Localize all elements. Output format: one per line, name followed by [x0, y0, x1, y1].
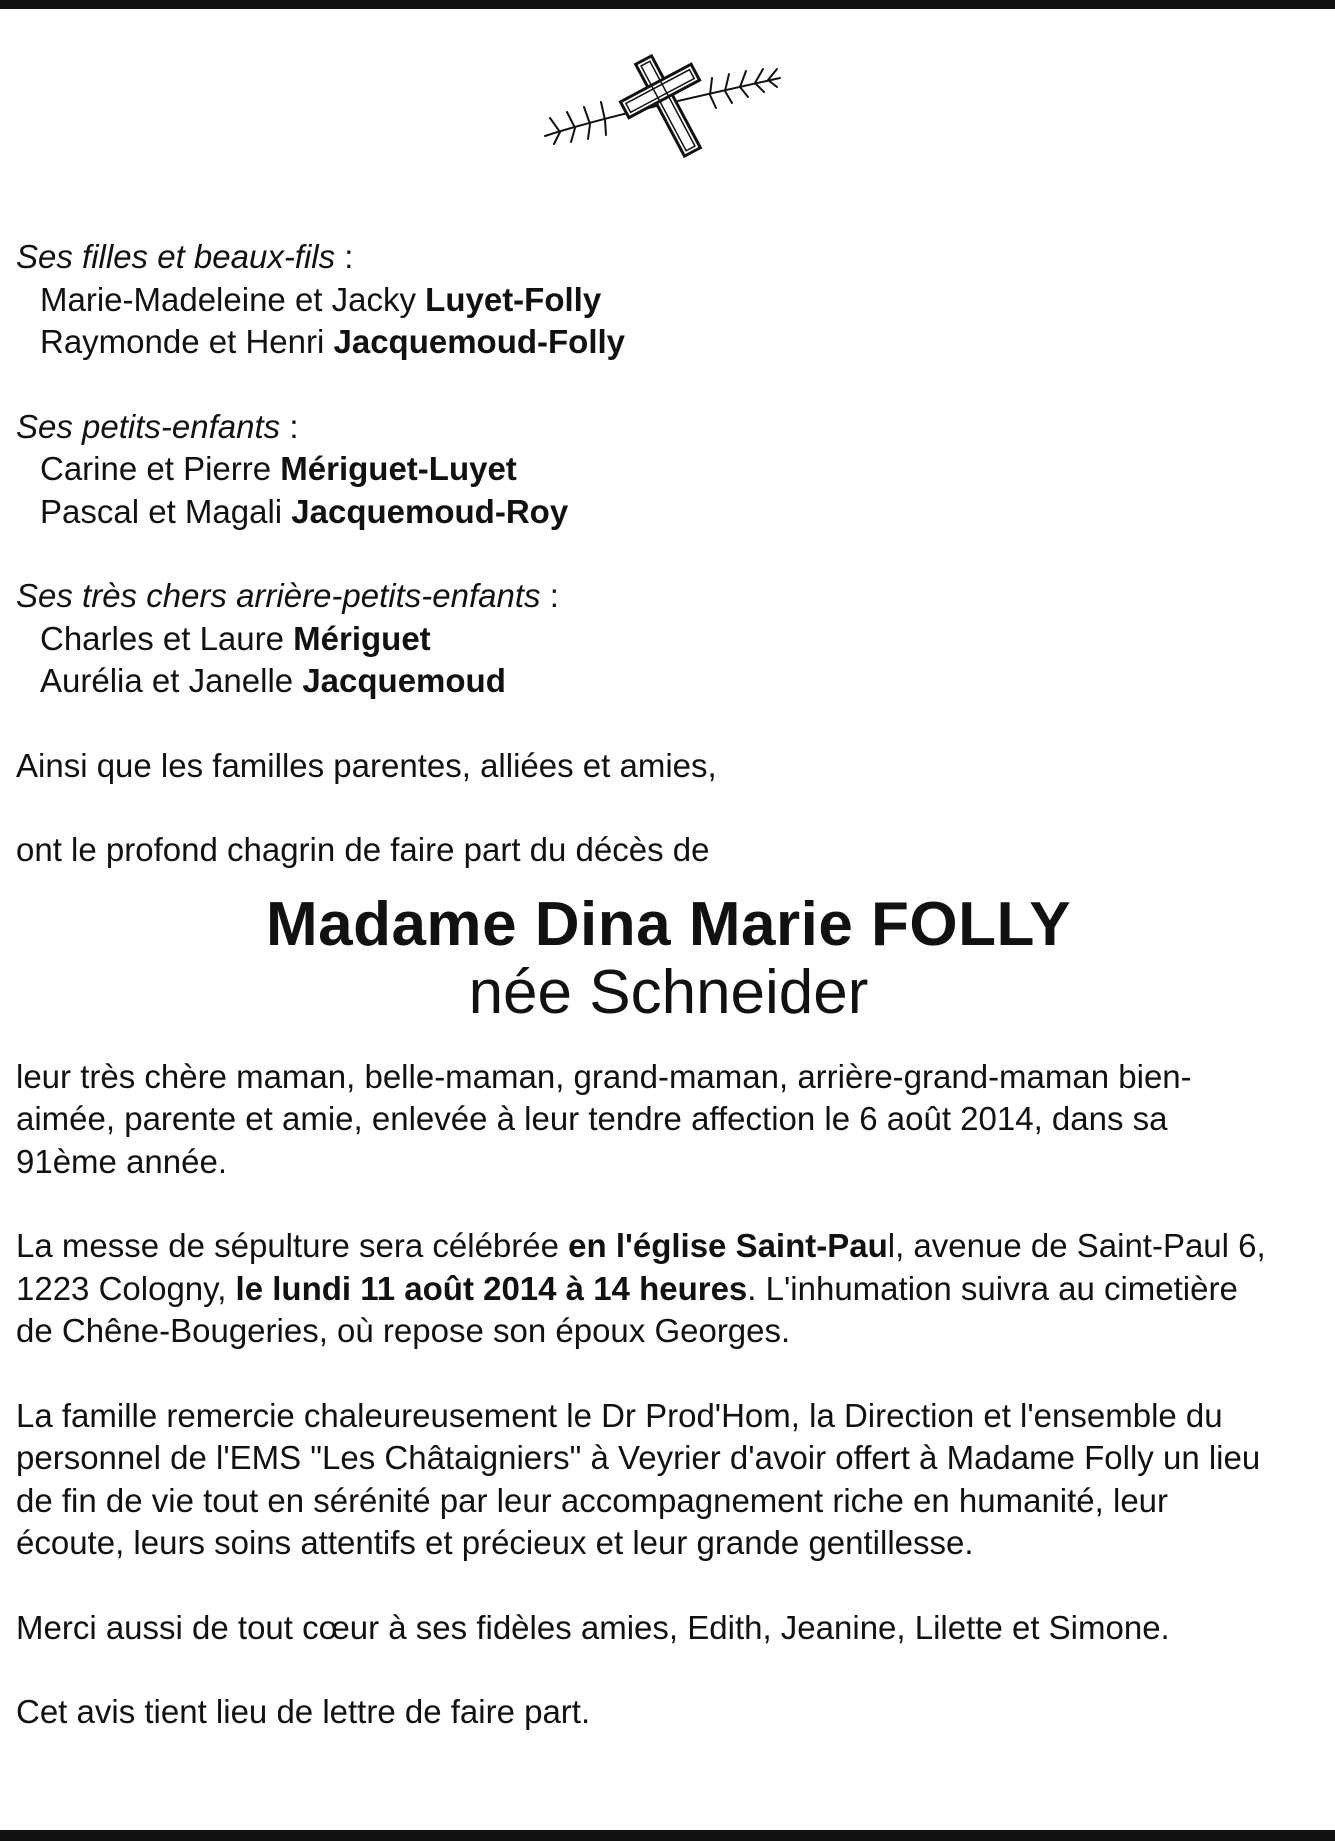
paragraph-line: 91ème année. [16, 1142, 228, 1180]
member-given-names: Carine et Pierre [40, 450, 272, 487]
paragraph-line [16, 1225, 1321, 1268]
member-given-names: Aurélia et Janelle [40, 662, 294, 699]
mass-datetime: le lundi 11 août 2014 à 14 heures [235, 1269, 748, 1307]
bottom-border-rule [0, 1830, 1335, 1841]
member-surname: Jacquemoud-Folly [333, 323, 626, 360]
mass-text: l, avenue de Saint-Paul 6, [887, 1227, 1266, 1264]
description-paragraph [16, 1056, 1321, 1184]
group-colon: : [540, 577, 559, 614]
group-colon: : [280, 407, 299, 445]
member-given-names: Pascal et Magali [40, 492, 283, 530]
member-given-names: Marie-Madeleine et Jacky [40, 280, 416, 318]
paragraph-line [16, 1268, 1321, 1311]
top-border-rule [0, 0, 1335, 9]
family-member [16, 279, 1321, 322]
family-member [16, 660, 1321, 703]
paragraph-line: personnel de l'EMS "Les Châtaigniers" à Veyrier d'avoir offert à Madame Folly un lieu [16, 1439, 1261, 1476]
family-member [16, 448, 1321, 491]
family-group-daughters [16, 236, 1321, 364]
deceased-birth-name: née Schneider [468, 957, 869, 1027]
mass-text: 1223 Cologny, [16, 1269, 236, 1307]
paragraph-line: écoute, leurs soins attentifs et précieux et leur grande gentillesse. [16, 1524, 974, 1561]
deceased-block [16, 890, 1321, 1026]
extended-family-line: Ainsi que les familles parentes, alliées et amies, [16, 746, 717, 784]
announcement-line: ont le profond chagrin de faire part du décès de [16, 831, 710, 868]
paragraph-line: aimée, parente et amie, enlevée à leur tendre affection le 6 août 2014, dans sa [16, 1100, 1168, 1137]
group-title: Ses filles et beaux-fils [16, 238, 336, 275]
family-member [16, 491, 1321, 534]
group-title: Ses très chers arrière-petits-enfants [16, 577, 541, 614]
member-given-names: Charles et Laure [40, 619, 284, 657]
closing-line: Cet avis tient lieu de lettre de faire part. [16, 1693, 591, 1730]
family-member [16, 321, 1321, 364]
mass-paragraph [16, 1225, 1321, 1353]
member-given-names: Raymonde et Henri [40, 323, 325, 360]
group-title: Ses petits-enfants [16, 407, 281, 445]
friends-thanks-line: Merci aussi de tout cœur à ses fidèles amies, Edith, Jeanine, Lilette et Simone. [16, 1608, 1170, 1646]
member-surname: Mériguet [293, 619, 431, 657]
paragraph-line: leur très chère maman, belle-maman, grand-maman, arrière-grand-maman bien- [16, 1057, 1192, 1095]
family-group-great-grandchildren [16, 575, 1321, 703]
church-name: en l'église Saint-Pau [568, 1227, 888, 1264]
paragraph-line: de fin de vie tout en sérénité par leur accompagnement riche en humanité, leur [16, 1481, 1169, 1519]
mass-text: La messe de sépulture sera célébrée [16, 1227, 569, 1264]
member-surname: Luyet-Folly [425, 280, 602, 318]
mass-text: . L'inhumation suivra au cimetière [747, 1269, 1238, 1307]
obituary-text [16, 236, 1321, 1734]
member-surname: Mériguet-Luyet [280, 450, 517, 487]
member-surname: Jacquemoud [302, 662, 506, 699]
deceased-name: Madame Dina Marie FOLLY [265, 889, 1072, 959]
family-group-grandchildren [16, 406, 1321, 534]
paragraph-line: de Chêne-Bougeries, où repose son époux Georges. [16, 1312, 791, 1349]
family-member [16, 618, 1321, 661]
group-colon: : [335, 238, 354, 275]
member-surname: Jacquemoud-Roy [291, 492, 569, 530]
cross-with-palm-icon [540, 48, 790, 163]
paragraph-line: La famille remercie chaleureusement le Dr Prod'Hom, la Direction et l'ensemble du [16, 1396, 1223, 1434]
thanks-paragraph [16, 1395, 1321, 1565]
